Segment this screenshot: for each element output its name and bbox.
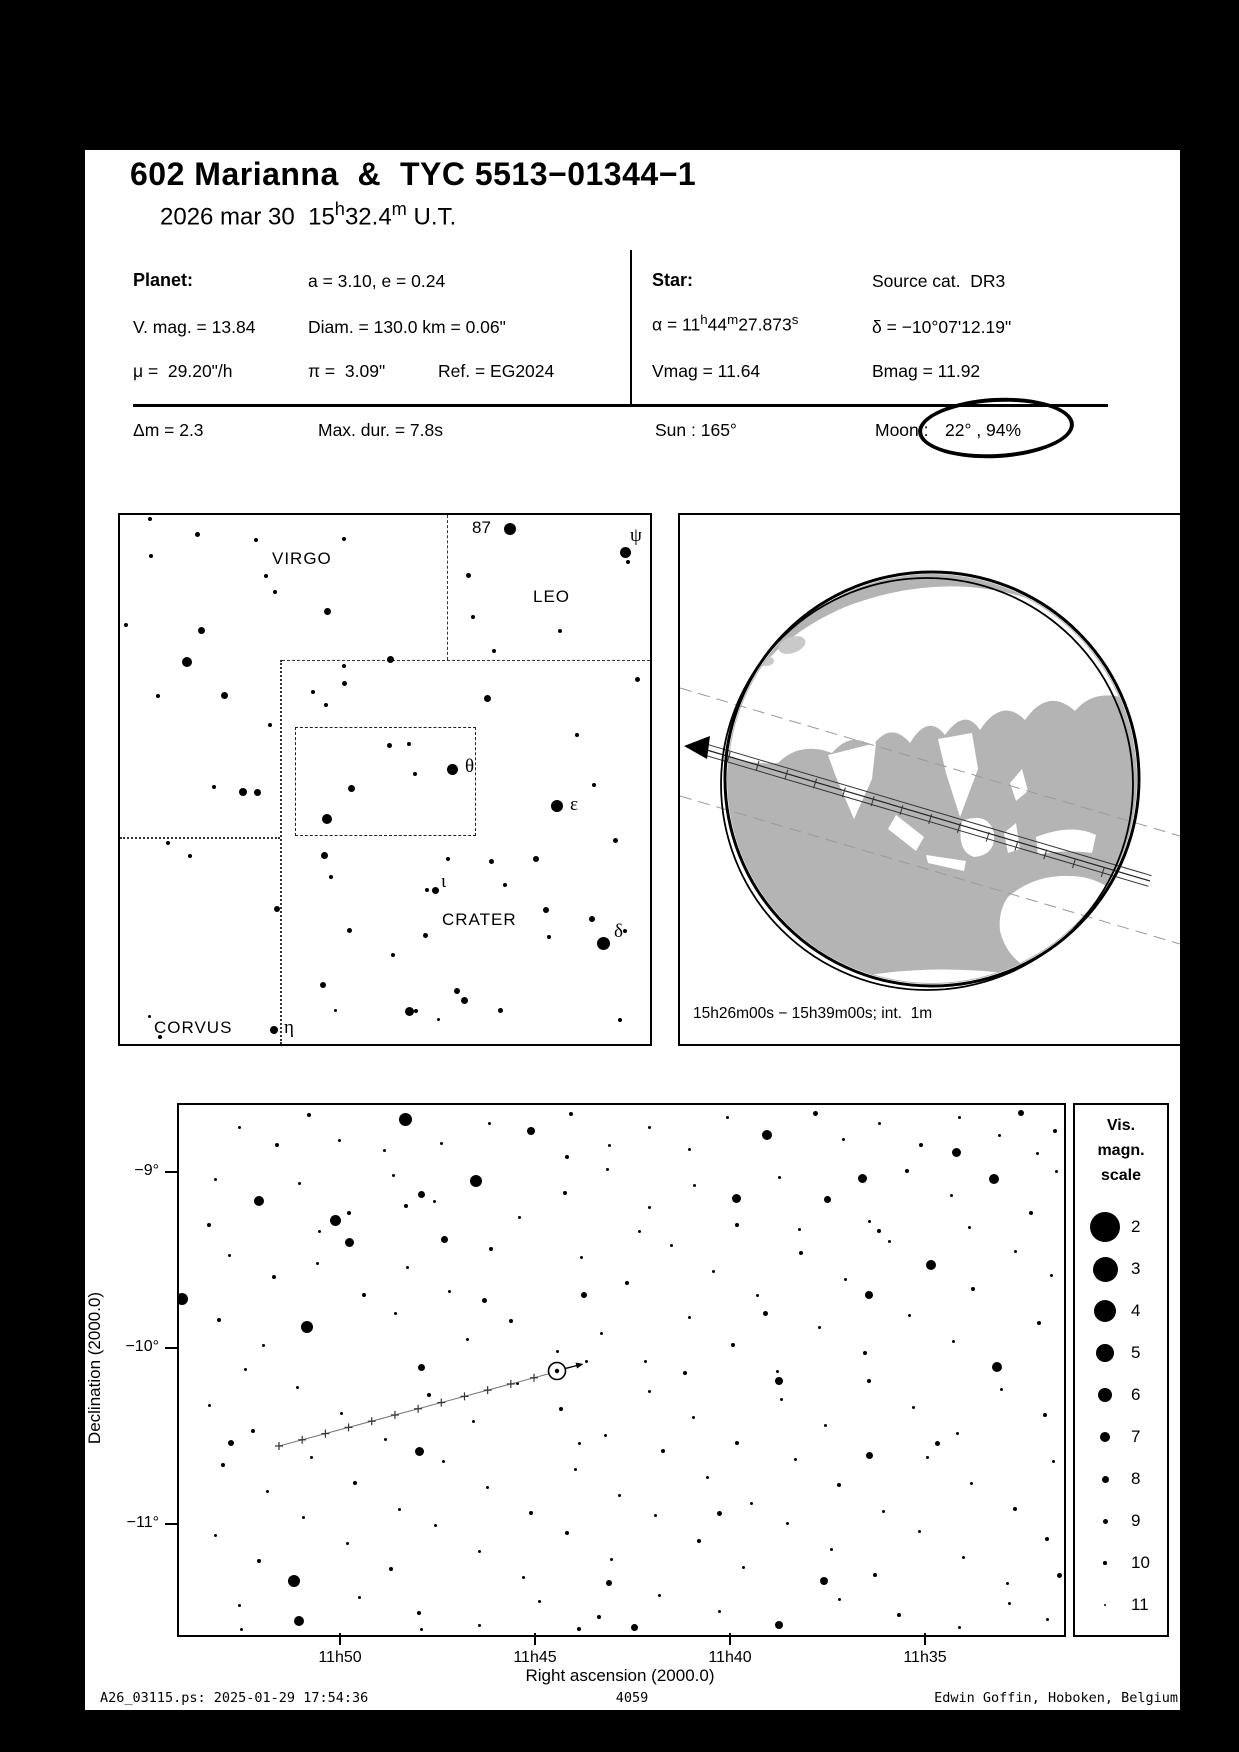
star-dot xyxy=(273,590,277,594)
star-dot xyxy=(432,887,439,894)
target-star-dot xyxy=(555,1369,559,1373)
star-dot xyxy=(334,1009,337,1012)
star-name-label: θ xyxy=(465,756,475,777)
footer-author: Edwin Goffin, Hoboken, Belgium xyxy=(934,1690,1178,1706)
star-dot xyxy=(425,888,429,892)
star-dot xyxy=(195,532,200,537)
star-dot xyxy=(347,928,352,933)
star-dot xyxy=(156,694,160,698)
event-max-duration: Max. dur. = 7.8s xyxy=(318,420,443,440)
y-tick-label: −11° xyxy=(126,1514,159,1531)
x-tick-mark xyxy=(924,1633,926,1645)
legend-magnitude-value: 10 xyxy=(1131,1553,1150,1572)
star-dot xyxy=(597,937,610,950)
star-dot xyxy=(322,814,332,824)
legend-magnitude-value: 7 xyxy=(1131,1427,1141,1446)
star-dot xyxy=(239,788,247,796)
x-tick-mark xyxy=(729,1633,731,1645)
star-dot xyxy=(188,854,192,858)
star-dot xyxy=(446,857,450,861)
star-dot xyxy=(461,997,468,1004)
star-dot xyxy=(324,608,331,615)
star-dot xyxy=(414,1009,418,1013)
legend-magnitude-value: 2 xyxy=(1131,1217,1141,1236)
star-dot xyxy=(148,517,152,521)
star-dot xyxy=(489,859,494,864)
legend-magnitude-dot xyxy=(1103,1561,1107,1565)
constellation-boundary xyxy=(282,660,650,661)
star-dot xyxy=(623,929,627,933)
event-datetime: 2026 mar 30 15$^h$32.4$^m$ U.T. xyxy=(160,198,457,231)
star-dot xyxy=(321,852,328,859)
y-tick-label: −9° xyxy=(134,1162,159,1179)
star-dot xyxy=(254,789,261,796)
x-tick-mark xyxy=(339,1633,341,1645)
x-tick-label: 11h45 xyxy=(513,1649,557,1666)
star-dot xyxy=(221,692,228,699)
column-divider xyxy=(630,250,632,404)
legend-magnitude-dot xyxy=(1093,1257,1118,1282)
event-sun-elongation: Sun : 165° xyxy=(655,420,737,440)
star-dot xyxy=(620,547,631,558)
star-dot xyxy=(454,988,460,994)
star-dot xyxy=(471,615,475,619)
x-tick-label: 11h50 xyxy=(318,1649,362,1666)
legend-magnitude-value: 5 xyxy=(1131,1343,1141,1362)
constellation-label: CORVUS xyxy=(154,1018,233,1037)
y-tick-mark xyxy=(165,1523,177,1525)
finder-chart xyxy=(118,513,652,1046)
star-dot xyxy=(413,772,417,776)
star-vmag: Vmag = 11.64 xyxy=(652,361,761,381)
star-dot xyxy=(387,656,394,663)
earth-globe xyxy=(680,515,1180,1044)
star-dot xyxy=(342,681,347,686)
star-dot xyxy=(212,785,216,789)
y-tick-mark xyxy=(165,1171,177,1173)
star-dot xyxy=(348,785,355,792)
star-dot xyxy=(387,743,392,748)
star-name-label: 87 xyxy=(472,518,491,537)
legend-magnitude-dot xyxy=(1103,1519,1108,1524)
star-dot xyxy=(626,560,630,564)
legend-magnitude-value: 4 xyxy=(1131,1301,1141,1320)
star-dot xyxy=(466,573,471,578)
constellation-boundary xyxy=(120,837,280,839)
star-dot xyxy=(533,856,539,862)
x-tick-label: 11h35 xyxy=(903,1649,947,1666)
planet-diameter: Diam. = 130.0 km = 0.06" xyxy=(308,317,506,337)
star-dot xyxy=(198,627,205,634)
star-dot xyxy=(182,657,192,667)
star-name-label: δ xyxy=(614,921,623,942)
star-dec: δ = −10°07'12.19" xyxy=(872,317,1012,337)
y-tick-mark xyxy=(165,1347,177,1349)
event-delta-mag: Δm = 2.3 xyxy=(133,420,204,440)
x-tick-label: 11h40 xyxy=(708,1649,752,1666)
x-axis-label: Right ascension (2000.0) xyxy=(525,1666,715,1685)
star-dot xyxy=(551,800,563,812)
page-title: 602 Marianna & TYC 5513−01344−1 xyxy=(130,156,697,192)
star-dot xyxy=(498,1008,503,1013)
planet-ref: Ref. = EG2024 xyxy=(438,361,555,381)
event-moon-label: Moon : xyxy=(875,420,929,440)
magnitude-legend xyxy=(1073,1103,1169,1637)
star-dot xyxy=(391,953,395,957)
constellation-label: LEO xyxy=(533,587,571,606)
star-source-catalog: Source cat. DR3 xyxy=(872,271,1006,291)
legend-magnitude-dot xyxy=(1102,1476,1109,1483)
star-dot xyxy=(329,875,333,879)
star-dot xyxy=(320,982,326,988)
legend-magnitude-value: 9 xyxy=(1131,1511,1141,1530)
globe-chart xyxy=(678,513,1182,1046)
x-tick-mark xyxy=(534,1633,536,1645)
planet-heading: Planet: xyxy=(133,270,194,290)
star-name-label: ι xyxy=(441,871,447,892)
y-axis-label: Declination (2000.0) xyxy=(85,1291,104,1445)
track-time-caption: 15h26m00s − 15h39m00s; int. 1m xyxy=(693,1005,933,1022)
constellation-boundary xyxy=(447,515,448,660)
star-dot xyxy=(405,1007,414,1016)
planet-parallax: π = 3.09" xyxy=(308,361,386,381)
star-dot xyxy=(543,907,549,913)
star-dot xyxy=(274,906,280,912)
detail-star-chart xyxy=(177,1103,1066,1637)
constellation-boundary xyxy=(280,660,282,1044)
star-dot xyxy=(270,1026,278,1034)
event-moon-value: 22° , 94% xyxy=(945,420,1022,440)
legend-magnitude-dot xyxy=(1100,1432,1110,1442)
star-dot xyxy=(407,742,411,746)
star-dot xyxy=(423,933,428,938)
star-dot xyxy=(613,838,618,843)
star-dot xyxy=(504,523,516,535)
star-dot xyxy=(592,783,596,787)
star-ra: $\alpha = 11^h44^m27.873^s$ xyxy=(652,312,799,335)
planet-vmag: V. mag. = 13.84 xyxy=(133,317,256,337)
star-heading: Star: xyxy=(652,270,694,290)
legend-magnitude-dot xyxy=(1090,1212,1120,1242)
legend-magnitude-value: 6 xyxy=(1131,1385,1141,1404)
constellation-label: VIRGO xyxy=(272,549,332,568)
star-dot xyxy=(166,841,170,845)
footer-filename: A26_03115.ps: 2025-01-29 17:54:36 xyxy=(100,1690,369,1706)
y-tick-label: −10° xyxy=(125,1338,159,1355)
star-dot xyxy=(503,883,507,887)
planet-mu: μ = 29.20"/h xyxy=(133,361,233,381)
legend-magnitude-value: 3 xyxy=(1131,1259,1141,1278)
legend-magnitude-dot xyxy=(1096,1344,1114,1362)
footer-page-number: 4059 xyxy=(615,1690,649,1706)
motion-arrowhead xyxy=(576,1363,584,1369)
star-dot xyxy=(484,695,491,702)
star-dot xyxy=(447,764,458,775)
star-dot xyxy=(437,1018,440,1021)
star-dot xyxy=(254,538,258,542)
star-name-label: ε xyxy=(570,794,578,815)
track-direction-arrow xyxy=(684,736,710,759)
constellation-label: CRATER xyxy=(442,910,517,929)
page xyxy=(85,150,1180,1710)
star-dot xyxy=(268,723,272,727)
star-dot xyxy=(124,623,128,627)
star-dot xyxy=(148,1015,151,1018)
legend-magnitude-dot xyxy=(1094,1300,1116,1322)
star-name-label: η xyxy=(284,1017,294,1038)
legend-title: Vis. magn. scale xyxy=(1097,1117,1145,1184)
star-name-label: ψ xyxy=(630,525,642,546)
star-dot xyxy=(575,733,579,737)
legend-magnitude-dot xyxy=(1104,1604,1106,1606)
star-dot xyxy=(492,649,496,653)
asteroid-path-overlay xyxy=(179,1105,1064,1635)
star-dot xyxy=(547,935,551,939)
star-dot xyxy=(149,554,153,558)
legend-magnitude-value: 8 xyxy=(1131,1469,1141,1488)
star-dot xyxy=(635,677,640,682)
star-dot xyxy=(342,537,346,541)
star-bmag: Bmag = 11.92 xyxy=(872,361,981,381)
star-dot xyxy=(558,629,562,633)
star-dot xyxy=(618,1018,622,1022)
star-dot xyxy=(342,664,346,668)
star-dot xyxy=(264,574,268,578)
star-dot xyxy=(324,703,328,707)
legend-magnitude-value: 11 xyxy=(1131,1595,1149,1614)
star-dot xyxy=(311,690,315,694)
legend-magnitude-dot xyxy=(1098,1388,1113,1403)
star-dot xyxy=(589,916,595,922)
planet-orbit: a = 3.10, e = 0.24 xyxy=(308,271,446,291)
